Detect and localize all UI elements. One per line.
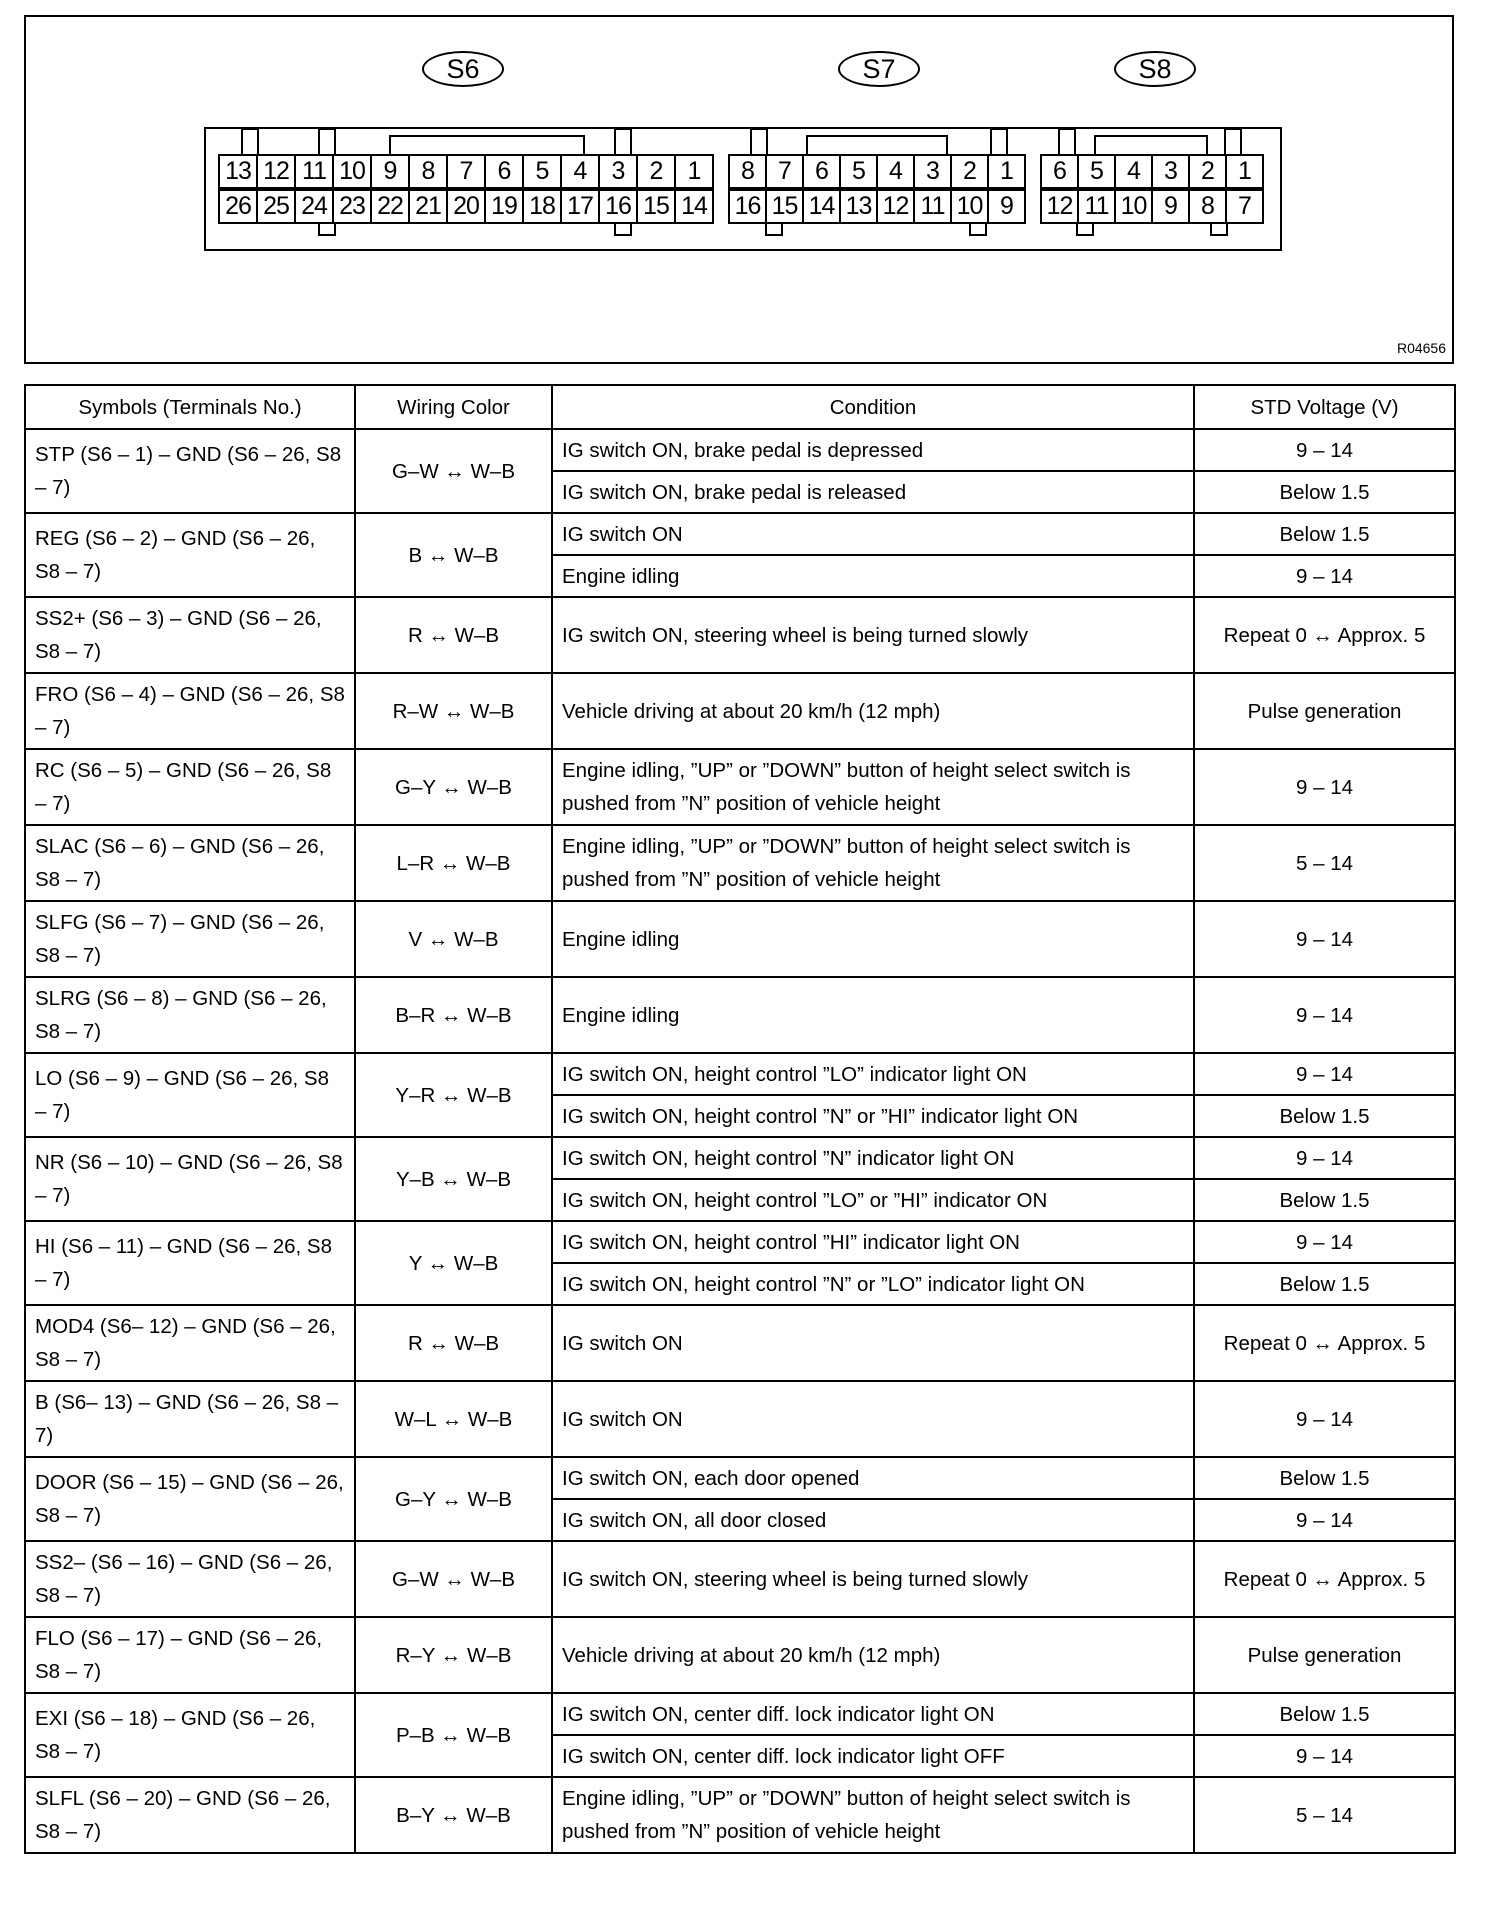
connector-pin: 1 — [674, 154, 714, 189]
connector-pin: 11 — [294, 154, 334, 189]
cell-std-voltage: 9 – 14 — [1194, 1137, 1455, 1179]
cell-symbol: DOOR (S6 – 15) – GND (S6 – 26, S8 – 7) — [25, 1457, 355, 1541]
cell-std-voltage: 9 – 14 — [1194, 1381, 1455, 1457]
connector-pin: 20 — [446, 189, 486, 224]
cell-condition: IG switch ON — [552, 1305, 1194, 1381]
cell-std-voltage: Below 1.5 — [1194, 471, 1455, 513]
cell-condition: Engine idling, ”UP” or ”DOWN” button of height select switch is pushed from ”N” position of vehicle height — [552, 1777, 1194, 1853]
cell-condition: IG switch ON, height control ”HI” indicator light ON — [552, 1221, 1194, 1263]
connector-pin: 8 — [728, 154, 767, 189]
cell-wiring-color: G–Y ↔ W–B — [355, 1457, 552, 1541]
table-row — [25, 513, 1455, 555]
table-header-row — [25, 385, 1455, 429]
connector-pin: 12 — [876, 189, 915, 224]
connector-pin: 2 — [1188, 154, 1227, 189]
connector-pin: 8 — [1188, 189, 1227, 224]
cell-symbol: NR (S6 – 10) – GND (S6 – 26, S8 – 7) — [25, 1137, 355, 1221]
connector-pin: 15 — [765, 189, 804, 224]
cell-wiring-color: R–W ↔ W–B — [355, 673, 552, 749]
table-row — [25, 1221, 1455, 1263]
cell-condition: Engine idling, ”UP” or ”DOWN” button of height select switch is pushed from ”N” position of vehicle height — [552, 749, 1194, 825]
connector-pin: 3 — [1151, 154, 1190, 189]
table-row — [25, 673, 1455, 749]
header-condition: Condition — [552, 385, 1194, 429]
cell-wiring-color: R ↔ W–B — [355, 1305, 552, 1381]
cell-wiring-color: Y–R ↔ W–B — [355, 1053, 552, 1137]
cell-condition: IG switch ON, center diff. lock indicator light OFF — [552, 1735, 1194, 1777]
cell-std-voltage: Below 1.5 — [1194, 513, 1455, 555]
connector-s6 — [218, 154, 710, 225]
cell-wiring-color: R ↔ W–B — [355, 597, 552, 673]
cell-std-voltage: 9 – 14 — [1194, 977, 1455, 1053]
connector-pin: 21 — [408, 189, 448, 224]
header-symbols: Symbols (Terminals No.) — [25, 385, 355, 429]
connector-pin: 13 — [218, 154, 258, 189]
header-std-voltage: STD Voltage (V) — [1194, 385, 1455, 429]
table-row — [25, 1693, 1455, 1735]
cell-condition: IG switch ON, height control ”N” or ”LO” indicator light ON — [552, 1263, 1194, 1305]
connector-pin: 7 — [446, 154, 486, 189]
table-row — [25, 1541, 1455, 1617]
cell-symbol: SS2+ (S6 – 3) – GND (S6 – 26, S8 – 7) — [25, 597, 355, 673]
cell-condition: Engine idling, ”UP” or ”DOWN” button of height select switch is pushed from ”N” position of vehicle height — [552, 825, 1194, 901]
cell-symbol: FLO (S6 – 17) – GND (S6 – 26, S8 – 7) — [25, 1617, 355, 1693]
table-row — [25, 1305, 1455, 1381]
table-row — [25, 901, 1455, 977]
cell-wiring-color: V ↔ W–B — [355, 901, 552, 977]
cell-std-voltage: 9 – 14 — [1194, 901, 1455, 977]
cell-symbol: EXI (S6 – 18) – GND (S6 – 26, S8 – 7) — [25, 1693, 355, 1777]
connector-pin: 7 — [1225, 189, 1264, 224]
cell-condition: IG switch ON, height control ”LO” indicator light ON — [552, 1053, 1194, 1095]
connector-pin: 4 — [1114, 154, 1153, 189]
cell-condition: IG switch ON — [552, 513, 1194, 555]
connector-pin: 9 — [987, 189, 1026, 224]
cell-std-voltage: Pulse generation — [1194, 673, 1455, 749]
cell-wiring-color: G–W ↔ W–B — [355, 429, 552, 513]
connector-pin: 5 — [839, 154, 878, 189]
cell-wiring-color: B–R ↔ W–B — [355, 977, 552, 1053]
connector-pin: 9 — [370, 154, 410, 189]
connector-pin: 14 — [674, 189, 714, 224]
cell-std-voltage: Below 1.5 — [1194, 1095, 1455, 1137]
connector-pin: 2 — [950, 154, 989, 189]
table-row — [25, 1617, 1455, 1693]
connector-pin: 25 — [256, 189, 296, 224]
table-row — [25, 1457, 1455, 1499]
table-row — [25, 1381, 1455, 1457]
cell-std-voltage: 9 – 14 — [1194, 429, 1455, 471]
connector-pin: 6 — [1040, 154, 1079, 189]
connector-pin: 13 — [839, 189, 878, 224]
connector-pin: 4 — [876, 154, 915, 189]
cell-std-voltage: Below 1.5 — [1194, 1457, 1455, 1499]
connector-label-s8: S8 — [1114, 51, 1196, 87]
cell-condition: Vehicle driving at about 20 km/h (12 mph) — [552, 1617, 1194, 1693]
connector-pin: 5 — [1077, 154, 1116, 189]
cell-condition: IG switch ON, center diff. lock indicator light ON — [552, 1693, 1194, 1735]
connector-pin: 12 — [256, 154, 296, 189]
cell-condition: IG switch ON, height control ”N” or ”HI” indicator light ON — [552, 1095, 1194, 1137]
connector-pin: 9 — [1151, 189, 1190, 224]
cell-condition: IG switch ON, height control ”LO” or ”HI” indicator ON — [552, 1179, 1194, 1221]
cell-symbol: SLFL (S6 – 20) – GND (S6 – 26, S8 – 7) — [25, 1777, 355, 1853]
cell-wiring-color: P–B ↔ W–B — [355, 1693, 552, 1777]
connector-pin: 24 — [294, 189, 334, 224]
connector-pin: 11 — [1077, 189, 1116, 224]
cell-symbol: SLFG (S6 – 7) – GND (S6 – 26, S8 – 7) — [25, 901, 355, 977]
cell-std-voltage: 9 – 14 — [1194, 1221, 1455, 1263]
connector-pin: 2 — [636, 154, 676, 189]
connector-pin: 16 — [728, 189, 767, 224]
reference-code: R04656 — [1396, 340, 1446, 356]
cell-symbol: MOD4 (S6– 12) – GND (S6 – 26, S8 – 7) — [25, 1305, 355, 1381]
connector-diagram — [24, 15, 1454, 364]
connector-pin: 4 — [560, 154, 600, 189]
cell-std-voltage: 9 – 14 — [1194, 1053, 1455, 1095]
cell-std-voltage: Repeat 0 ↔ Approx. 5 — [1194, 597, 1455, 673]
connector-pin: 14 — [802, 189, 841, 224]
cell-condition: IG switch ON, brake pedal is released — [552, 471, 1194, 513]
cell-condition: IG switch ON, height control ”N” indicator light ON — [552, 1137, 1194, 1179]
cell-condition: IG switch ON — [552, 1381, 1194, 1457]
table-row — [25, 597, 1455, 673]
table-row — [25, 825, 1455, 901]
cell-wiring-color: L–R ↔ W–B — [355, 825, 552, 901]
cell-wiring-color: R–Y ↔ W–B — [355, 1617, 552, 1693]
cell-symbol: LO (S6 – 9) – GND (S6 – 26, S8 – 7) — [25, 1053, 355, 1137]
connector-pin: 11 — [913, 189, 952, 224]
connector-pin: 6 — [484, 154, 524, 189]
cell-symbol: HI (S6 – 11) – GND (S6 – 26, S8 – 7) — [25, 1221, 355, 1305]
connector-pin: 1 — [987, 154, 1026, 189]
cell-wiring-color: B ↔ W–B — [355, 513, 552, 597]
cell-symbol: SLAC (S6 – 6) – GND (S6 – 26, S8 – 7) — [25, 825, 355, 901]
cell-std-voltage: Pulse generation — [1194, 1617, 1455, 1693]
table-row — [25, 1053, 1455, 1095]
cell-condition: Vehicle driving at about 20 km/h (12 mph) — [552, 673, 1194, 749]
cell-condition: IG switch ON, brake pedal is depressed — [552, 429, 1194, 471]
connector-pin: 3 — [913, 154, 952, 189]
cell-symbol: SS2– (S6 – 16) – GND (S6 – 26, S8 – 7) — [25, 1541, 355, 1617]
connector-pin: 10 — [950, 189, 989, 224]
cell-symbol: FRO (S6 – 4) – GND (S6 – 26, S8 – 7) — [25, 673, 355, 749]
connector-pin: 23 — [332, 189, 372, 224]
cell-condition: Engine idling — [552, 555, 1194, 597]
table-body — [25, 429, 1455, 1853]
cell-std-voltage: 9 – 14 — [1194, 749, 1455, 825]
cell-wiring-color: B–Y ↔ W–B — [355, 1777, 552, 1853]
connector-pin: 10 — [332, 154, 372, 189]
cell-symbol: RC (S6 – 5) – GND (S6 – 26, S8 – 7) — [25, 749, 355, 825]
connector-pin: 3 — [598, 154, 638, 189]
connector-pin: 16 — [598, 189, 638, 224]
cell-symbol: REG (S6 – 2) – GND (S6 – 26, S8 – 7) — [25, 513, 355, 597]
connector-label-s6: S6 — [422, 51, 504, 87]
table-row — [25, 749, 1455, 825]
cell-symbol: B (S6– 13) – GND (S6 – 26, S8 – 7) — [25, 1381, 355, 1457]
cell-std-voltage: Below 1.5 — [1194, 1693, 1455, 1735]
table-row — [25, 1777, 1455, 1853]
connector-pin: 1 — [1225, 154, 1264, 189]
connector-pin: 18 — [522, 189, 562, 224]
cell-std-voltage: 9 – 14 — [1194, 1735, 1455, 1777]
connector-pin: 7 — [765, 154, 804, 189]
cell-std-voltage: Repeat 0 ↔ Approx. 5 — [1194, 1305, 1455, 1381]
cell-std-voltage: 9 – 14 — [1194, 1499, 1455, 1541]
connector-s7 — [728, 154, 1024, 225]
connector-pin: 10 — [1114, 189, 1153, 224]
connector-pin: 12 — [1040, 189, 1079, 224]
cell-wiring-color: G–Y ↔ W–B — [355, 749, 552, 825]
cell-std-voltage: Below 1.5 — [1194, 1263, 1455, 1305]
connector-pin: 26 — [218, 189, 258, 224]
cell-symbol: STP (S6 – 1) – GND (S6 – 26, S8 – 7) — [25, 429, 355, 513]
cell-std-voltage: Repeat 0 ↔ Approx. 5 — [1194, 1541, 1455, 1617]
connector-label-s7: S7 — [838, 51, 920, 87]
cell-wiring-color: G–W ↔ W–B — [355, 1541, 552, 1617]
connector-pin: 5 — [522, 154, 562, 189]
cell-std-voltage: 5 – 14 — [1194, 1777, 1455, 1853]
cell-wiring-color: W–L ↔ W–B — [355, 1381, 552, 1457]
header-wiring-color: Wiring Color — [355, 385, 552, 429]
voltage-spec-table — [24, 384, 1456, 1854]
connector-pin: 6 — [802, 154, 841, 189]
cell-condition: IG switch ON, steering wheel is being turned slowly — [552, 597, 1194, 673]
cell-symbol: SLRG (S6 – 8) – GND (S6 – 26, S8 – 7) — [25, 977, 355, 1053]
cell-condition: Engine idling — [552, 901, 1194, 977]
connector-pin: 19 — [484, 189, 524, 224]
cell-condition: Engine idling — [552, 977, 1194, 1053]
connector-pin: 15 — [636, 189, 676, 224]
connector-pin: 22 — [370, 189, 410, 224]
connector-pin: 17 — [560, 189, 600, 224]
cell-std-voltage: 5 – 14 — [1194, 825, 1455, 901]
table-row — [25, 429, 1455, 471]
connector-housing — [204, 127, 1282, 251]
cell-condition: IG switch ON, all door closed — [552, 1499, 1194, 1541]
cell-wiring-color: Y ↔ W–B — [355, 1221, 552, 1305]
table-row — [25, 977, 1455, 1053]
cell-condition: IG switch ON, each door opened — [552, 1457, 1194, 1499]
connector-s8 — [1040, 154, 1262, 225]
cell-wiring-color: Y–B ↔ W–B — [355, 1137, 552, 1221]
table-row — [25, 1137, 1455, 1179]
cell-condition: IG switch ON, steering wheel is being turned slowly — [552, 1541, 1194, 1617]
connector-pin: 8 — [408, 154, 448, 189]
cell-std-voltage: Below 1.5 — [1194, 1179, 1455, 1221]
cell-std-voltage: 9 – 14 — [1194, 555, 1455, 597]
